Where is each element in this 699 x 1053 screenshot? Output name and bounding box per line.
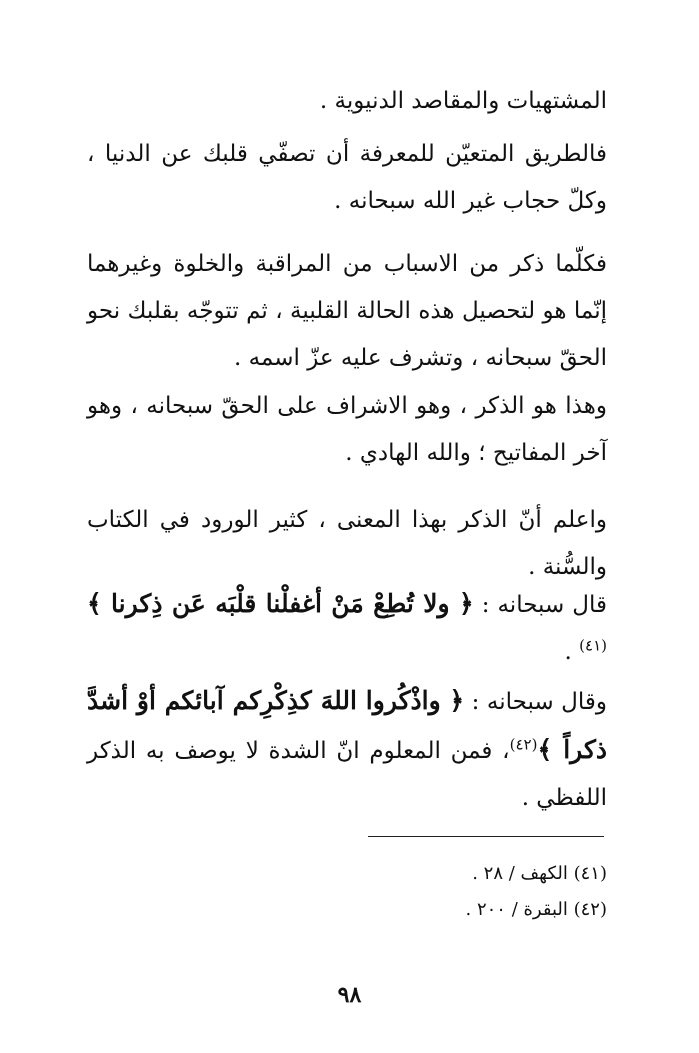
- verse-intro: قال سبحانه :: [473, 592, 607, 618]
- quran-quote: ﴿ واذْكُروا اللهَ كذِكْرِكم آبائكم أوْ أشدَّ ذكراً ﴾: [87, 686, 607, 764]
- paragraph-text: المشتهيات والمقاصد الدنيوية .: [319, 88, 607, 114]
- quran-quote: ﴿ ولا تُطِعْ مَنْ أغفلْنا قلْبَه عَن ذِكرنا ﴾: [87, 589, 474, 618]
- footnote-42: [207, 896, 607, 924]
- verse-tail: .: [564, 639, 580, 665]
- paragraph-text: واعلم أنّ الذكر بهذا المعنى ، كثير الورود في الكتاب والسُّنة .: [87, 507, 607, 580]
- paragraph-text: فكلّما ذكر من الاسباب من المراقبة والخلوة وغيرهما إنّما هو لتحصيل هذه الحالة القلبية ، ثم تتوجّه بقلبك نحو الحقّ سبحانه ، وتشرف عليه عزّ اسمه .: [87, 251, 607, 371]
- paragraph-text: فالطريق المتعيّن للمعرفة أن تصفّي قلبك عن الدنيا ، وكلّ حجاب غير الله سبحانه .: [87, 141, 607, 214]
- footnote-divider: [368, 836, 604, 837]
- paragraph-path-to-knowledge: [87, 131, 607, 225]
- footnote-ref-41[interactable]: (٤١): [579, 636, 607, 655]
- paragraph-remembrance: [87, 383, 607, 477]
- footnote-text: (٤٢) البقرة / ٢٠٠ .: [465, 899, 607, 920]
- footnote-41: [207, 860, 607, 888]
- verse-tail: ، فمن المعلوم انّ الشدة لا يوصف به الذكر اللفظي .: [87, 738, 607, 811]
- paragraph-quran-verse-2: [87, 677, 607, 822]
- paragraph-text: وهذا هو الذكر ، وهو الاشراف على الحقّ سبحانه ، وهو آخر المفاتيح ؛ والله الهادي .: [87, 393, 607, 466]
- footnote-ref-42[interactable]: (٤٢): [509, 735, 538, 754]
- paragraph-know-that: [87, 497, 607, 591]
- paragraph-continuation: [87, 78, 607, 125]
- paragraph-causes: [87, 241, 607, 382]
- paragraph-quran-verse-1: [87, 580, 607, 676]
- page-number: ٩٨: [337, 982, 362, 1008]
- footnote-text: (٤١) الكهف / ٢٨ .: [472, 863, 607, 884]
- verse-intro: وقال سبحانه :: [464, 689, 607, 715]
